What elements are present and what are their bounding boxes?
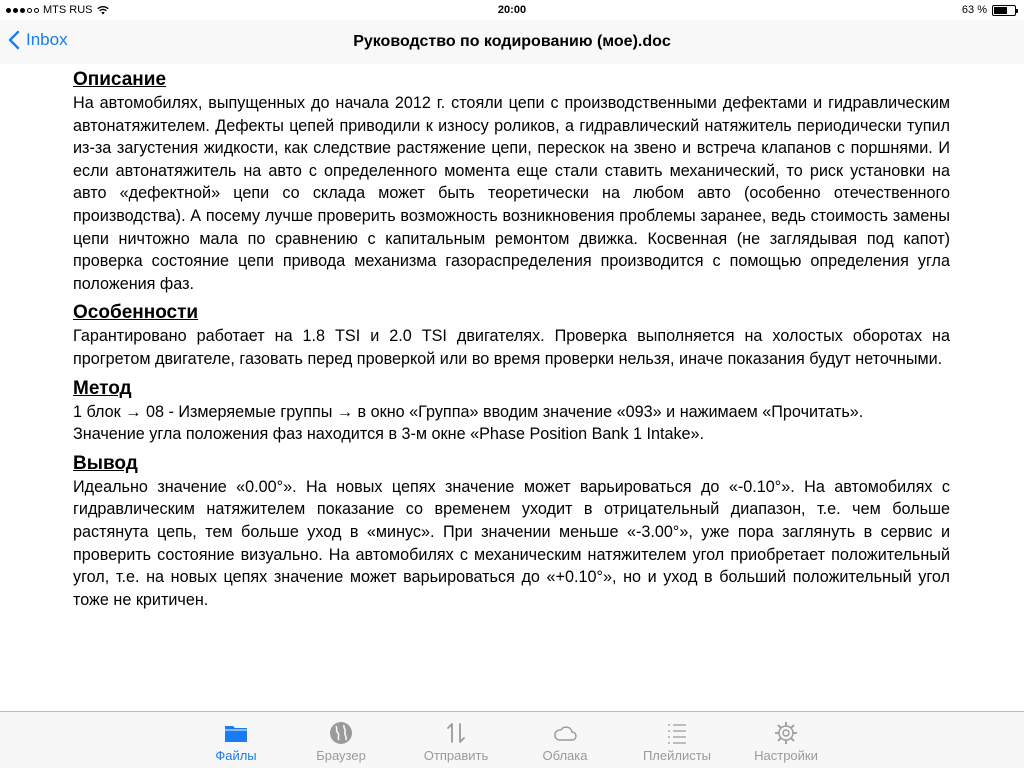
tab-playlists[interactable] — [632, 712, 722, 768]
section-heading: Вывод — [73, 452, 138, 474]
tab-send[interactable] — [411, 712, 501, 768]
tab-label: Настройки — [754, 748, 818, 763]
globe-icon — [328, 720, 354, 746]
section-features — [73, 301, 950, 370]
battery-fill — [994, 7, 1007, 14]
section-description — [73, 68, 950, 295]
section-method — [73, 377, 950, 446]
status-time: 20:00 — [497, 4, 527, 16]
gear-icon — [773, 720, 799, 746]
battery-percent: 63 % — [961, 4, 987, 16]
paragraph: Значение угла положения фаз находится в 3-м окне «Phase Position Bank 1 Intake». — [73, 425, 705, 444]
battery-icon — [992, 5, 1016, 16]
paragraph: Гарантировано работает на 1.8 TSI и 2.0 TSI двигателях. Проверка выполняется на холостых оборотах на прогретом двигателе, газовать перед проверкой или во время проверки нельзя, иначе показания будут неточными. — [73, 327, 950, 368]
section-heading: Метод — [73, 377, 132, 399]
tab-label: Браузер — [316, 748, 366, 763]
cloud-icon — [552, 720, 578, 746]
tab-clouds[interactable] — [520, 712, 610, 768]
back-button-label: Inbox — [26, 30, 68, 49]
tab-label: Файлы — [215, 748, 257, 763]
navigation-bar — [0, 20, 1024, 64]
playlist-icon — [664, 720, 690, 746]
tab-label: Отправить — [423, 748, 489, 763]
document-title: Руководство по кодированию (мое).doc — [353, 33, 671, 50]
folder-icon — [223, 720, 249, 746]
tab-settings[interactable] — [741, 712, 831, 768]
section-heading: Особенности — [73, 302, 199, 324]
tab-browser[interactable] — [296, 712, 386, 768]
tab-label: Плейлисты — [642, 748, 712, 763]
tab-bar — [0, 711, 1024, 768]
section-heading: Описание — [73, 69, 167, 90]
section-conclusion — [73, 452, 950, 612]
transfer-icon — [443, 720, 469, 746]
document-viewer[interactable] — [73, 64, 950, 710]
paragraph: Идеально значение «0.00°». На новых цепях значение может варьироваться до «-0.10°». На автомобилях с гидравлическим натяжителем показание со временем уходит в отрицательный диапазон, т.е. чем больше растянута цепь, тем больше уход в «минус». При значении меньше «-3.00°», уже пора заглянуть в сервис и проверить состояние визуально. На автомобилях с механическим натяжителем угол приобретает положительный угол, т.е. на новых цепях значение может варьироваться до «+0.10°», но и уход в больший положительный угол тоже не критичен. — [73, 477, 950, 609]
carrier-name: MTS RUS — [43, 4, 93, 16]
status-bar — [0, 0, 1024, 20]
status-right — [962, 4, 1016, 16]
tab-label: Облака — [542, 748, 588, 763]
paragraph: 1 блок → 08 - Измеряемые группы → в окно «Группа» вводим значение «093» и нажимаем «Прочитать». — [73, 402, 864, 421]
tab-files[interactable] — [191, 712, 281, 768]
paragraph: На автомобилях, выпущенных до начала 2012 г. стояли цепи с производственными дефектами и гидравлическим автонатяжителем. Дефекты цепей приводили к износу роликов, а гидравлический натяжитель периодически тупил из-за загустения жидкости, как следствие растяжение цепи, перескок на звено и встреча клапанов с поршнями. И если автонатяжитель на авто с определенного момента еще стали ставить механический, то риск установки на авто «дефектной» цепи со склада может быть теоретически на любом авто (особенно отечественного производства). А посему лучше проверить возможность возникновения проблемы заранее, ведь стоимость замены цепи ничтожно мала по сравнению с капитальным ремонтом движка. Косвенная (не заглядывая под капот) проверка состояние цепи привода механизма газораспределения производится с помощью определения угла положения фаз. — [73, 94, 950, 293]
